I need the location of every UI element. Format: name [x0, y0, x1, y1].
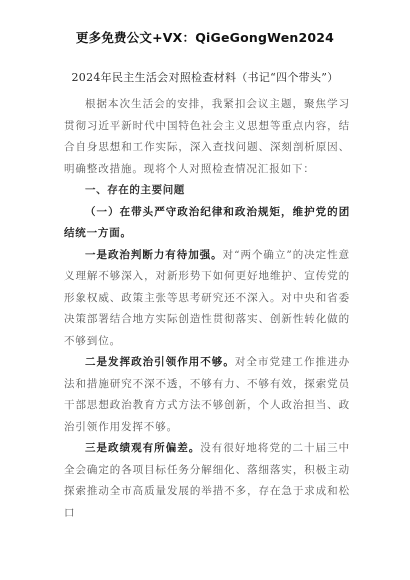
- paragraph-lead: 三是政绩观有所偏差。: [85, 442, 201, 454]
- paragraph-text: 没有很好地将党的二十届三中全会确定的各项目标任务分解细化、落细落实，积极主动探索推动全市高质量发展的举措不多，存在急于求成和松口: [64, 442, 351, 519]
- paragraph-text: 对全市党建工作推进办法和措施研究不深不透，不够有力、不够有效，探索党员干部思想政治教育方式方法不够创新，个人政治担当、政治引领作用发挥不够。: [64, 356, 351, 433]
- paragraph-item-2: [64, 352, 350, 438]
- paragraph-text: 对“两个确立”的决定性意义理解不够深入，对新形势下如何更好地维护、宣传党的形象权威、政策主张等思考研究还不深入。对中央和省委决策部署结合地方实际创造性贯彻落实、创新性转化做的不够到位。: [64, 248, 350, 347]
- section-heading: 一、存在的主要问题: [85, 184, 185, 196]
- promo-banner: 更多免费公文+VX：QiGeGongWen2024: [75, 30, 335, 45]
- document-body: [64, 94, 350, 524]
- paragraph-lead: 一是政治判断力有待加强。: [85, 248, 223, 261]
- paragraph-item-1: [64, 245, 350, 353]
- document-title: 2024年民主生活会对照检查材料（书记“四个带头”）: [71, 71, 339, 84]
- paragraph-item-3: [64, 438, 350, 524]
- subsection-heading: （一）在带头严守政治纪律和政治规矩，维护党的团结统一方面。: [64, 205, 350, 239]
- intro-paragraph: 根据本次生活会的安排，我紧扣会议主题，聚焦学习贯彻习近平新时代中国特色社会主义思想等重点内容，结合自身思想和工作实际，深入查找问题、深刻剖析原因、明确整改措施。现将个人对照检查情况汇报如下：: [64, 98, 350, 175]
- paragraph-lead: 二是发挥政治引领作用不够。: [85, 356, 235, 368]
